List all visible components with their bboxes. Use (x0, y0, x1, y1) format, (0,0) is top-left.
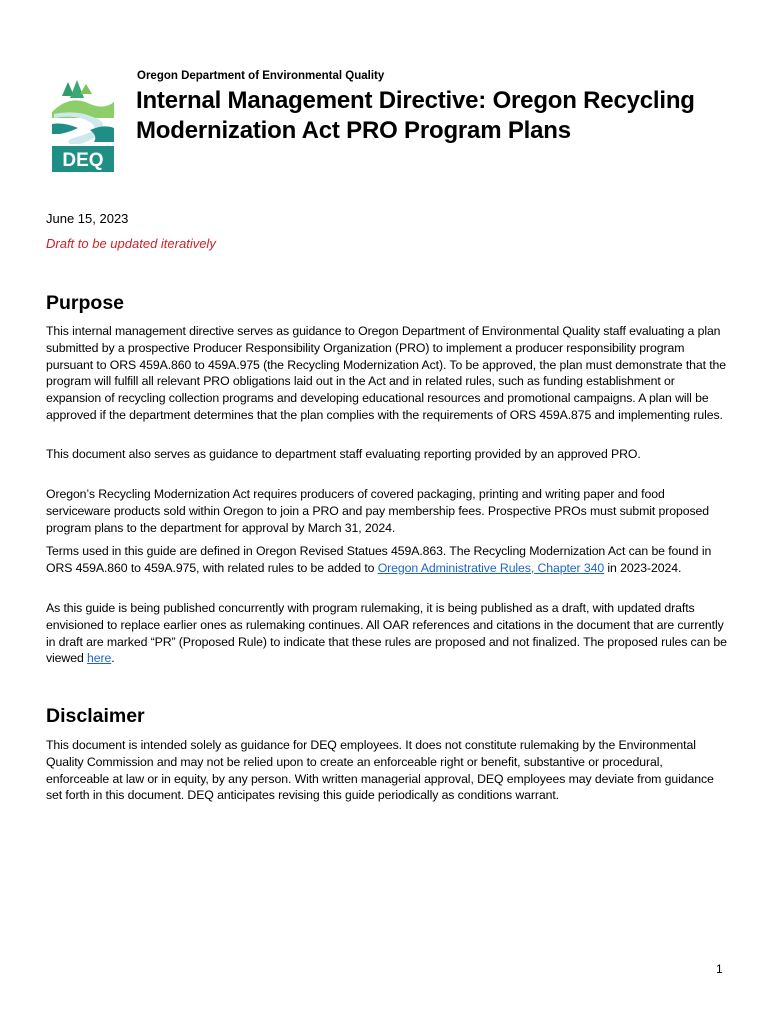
proposed-rules-link[interactable]: here (87, 651, 112, 666)
page-title: Internal Management Directive: Oregon Recycling Modernization Act PRO Program Plans (136, 87, 695, 144)
purpose-paragraph-5 (46, 600, 728, 667)
oar-chapter-340-link[interactable]: Oregon Administrative Rules, Chapter 340 (377, 560, 605, 575)
paragraph-text: . (111, 651, 115, 666)
deq-logo (50, 74, 116, 174)
purpose-paragraph-4 (46, 543, 728, 577)
paragraph-text: Terms used in this guide are defined in Oregon Revised Statues 459A.863. The Recycling Modernization Act can be found in ORS 459A.860 to 459A.975, with related rules to be added to (46, 544, 712, 575)
page-number: 1 (716, 962, 723, 976)
logo-text: DEQ (62, 150, 104, 171)
draft-note: Draft to be updated iteratively (46, 236, 216, 251)
document-date: June 15, 2023 (46, 211, 129, 226)
purpose-paragraph-3: Oregon’s Recycling Modernization Act requires producers of covered packaging, printing and writing paper and food serviceware products sold within Oregon to join a PRO and pay membership fees. Prospective PROs must submit proposed program plans to the department for approval by March 31, 2024. (46, 487, 709, 535)
paragraph-text: in 2023-2024. (604, 560, 682, 575)
disclaimer-heading: Disclaimer (46, 705, 145, 727)
purpose-paragraph-1: This internal management directive serves as guidance to Oregon Department of Environmental Quality staff evaluating a plan submitted by a prospective Producer Responsibility Organization (PRO) to implement a producer responsibility program pursuant to ORS 459A.860 to 459A.975 (the Recycling Modernization Act). To be approved, the plan must demonstrate that the program will fulfill all relevant PRO obligations laid out in the Act and in related rules, such as funding establishment or expansion of recycling collection programs and developing educational resources and promotional campaigns. A plan will be approved if the department determines that the plan complies with the requirements of ORS 459A.875 and implementing rules. (46, 324, 727, 422)
disclaimer-paragraph: This document is intended solely as guidance for DEQ employees. It does not constitute rulemaking by the Environmental Quality Commission and may not be relied upon to create an enforceable right or benefit, substantive or procedural, enforceable at law or in equity, by any person. With written managerial approval, DEQ employees may deviate from guidance set forth in this document. DEQ anticipates revising this guide periodically as conditions warrant. (46, 738, 714, 803)
agency-name: Oregon Department of Environmental Quality (137, 70, 385, 82)
paragraph-text: As this guide is being published concurrently with program rulemaking, it is being published as a draft, with updated drafts envisioned to replace earlier ones as rulemaking continues. All OAR references and citations in the document that are currently in draft are marked “PR” (Proposed Rule) to indicate that these rules are proposed and not finalized. The proposed rules can be viewed (46, 601, 727, 666)
purpose-paragraph-2: This document also serves as guidance to department staff evaluating reporting provided by an approved PRO. (46, 447, 641, 461)
purpose-heading: Purpose (46, 292, 125, 314)
